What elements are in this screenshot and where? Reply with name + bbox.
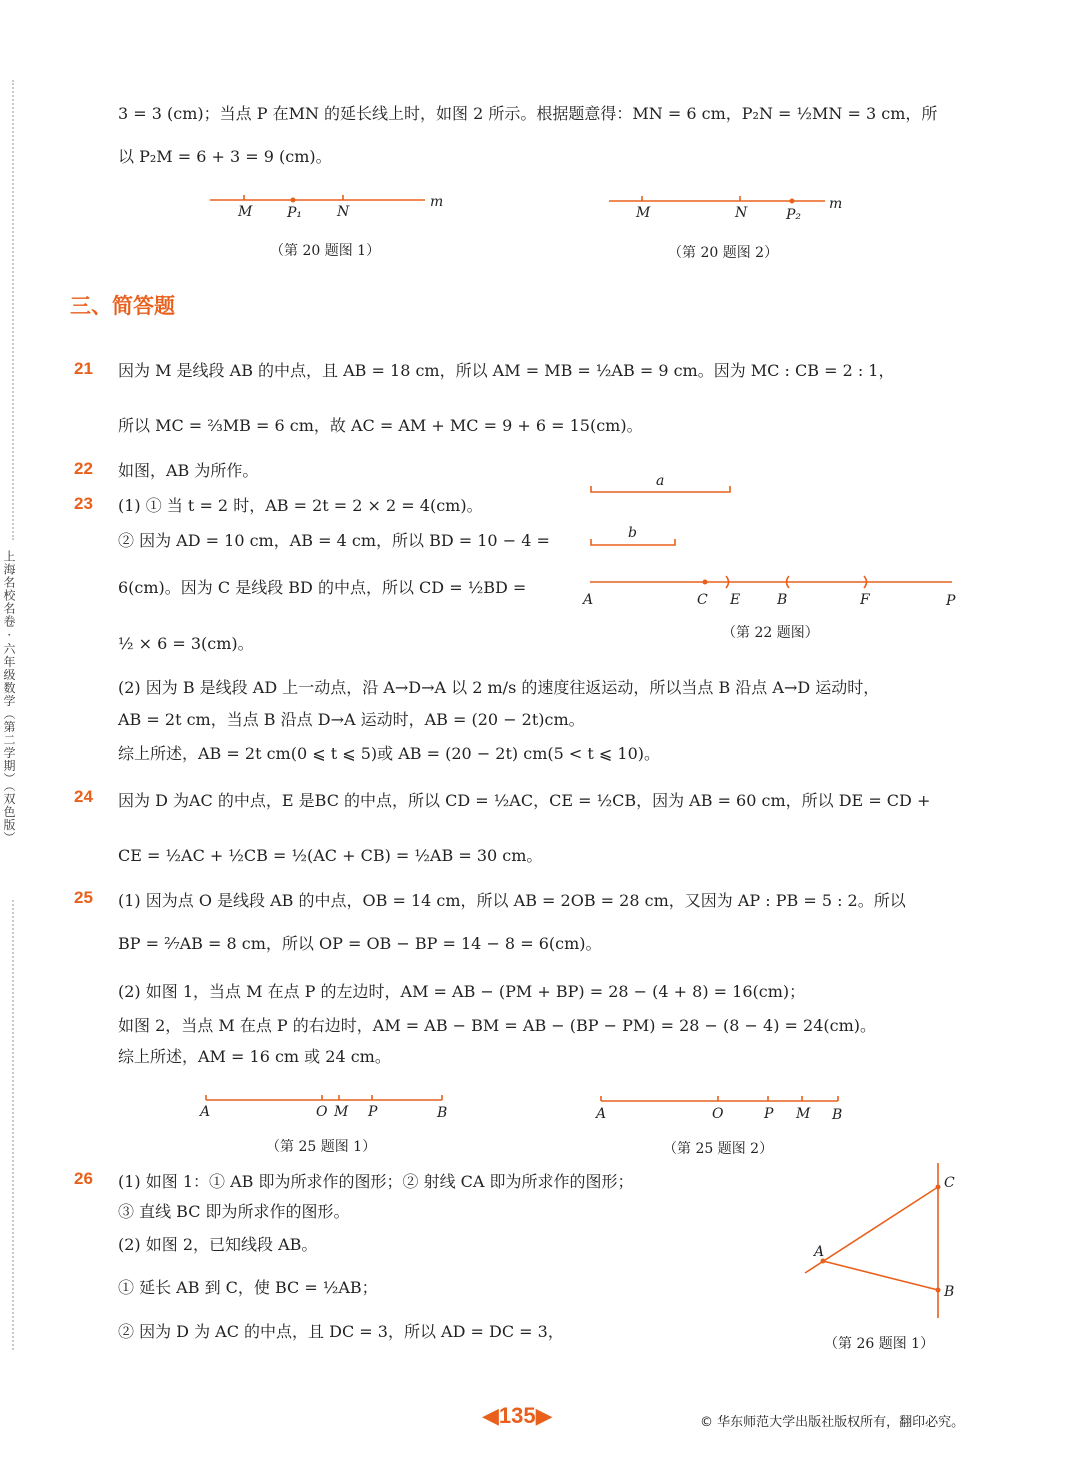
- fig-label: C: [697, 592, 708, 608]
- text-line: 3 = 3 (cm)；当点 P 在MN 的延长线上时，如图 2 所示。根据题意得：MN = 6 cm，P₂N = ½MN = 3 cm，所: [118, 104, 938, 123]
- text-line: (2) 如图 2，已知线段 AB。: [118, 1235, 318, 1254]
- fig-label: P: [764, 1106, 774, 1122]
- fig-label: F: [860, 592, 870, 608]
- text-line: 因为 M 是线段 AB 的中点，且 AB = 18 cm，所以 AM = MB = ½AB = 9 cm。因为 MC : CB = 2 : 1，: [118, 361, 895, 380]
- text-line: (1) 如图 1：① AB 即为所求作的图形；② 射线 CA 即为所求作的图形；: [118, 1172, 634, 1191]
- fig-label: M: [238, 204, 253, 220]
- question-number: 24: [74, 787, 93, 806]
- text-line: (2) 如图 1，当点 M 在点 P 的左边时，AM = AB − (PM + BP) = 28 − (4 + 8) = 16(cm)；: [118, 982, 806, 1001]
- figure-caption: （第 20 题图 2）: [668, 245, 779, 261]
- fig-label: B: [437, 1105, 448, 1121]
- text-line: ③ 直线 BC 即为所求作的图形。: [118, 1202, 350, 1221]
- text-line: (2) 因为 B 是线段 AD 上一动点，沿 A→D→A 以 2 m/s 的速度往返运动，所以当点 B 沿点 A→D 运动时，: [118, 678, 880, 697]
- fig-label: b: [628, 525, 637, 541]
- text-line: 所以 MC = ⅔MB = 6 cm，故 AC = AM + MC = 9 + 6 = 15(cm)。: [118, 416, 643, 435]
- text-line: ② 因为 D 为 AC 的中点，且 DC = 3，所以 AD = DC = 3，: [118, 1322, 564, 1341]
- question-number: 22: [74, 459, 93, 478]
- fig-label: B: [944, 1284, 955, 1300]
- fig26-1-segment-ab: [823, 1261, 938, 1290]
- figure-caption: （第 25 题图 1）: [266, 1139, 377, 1155]
- fig-label: O: [712, 1106, 724, 1122]
- fig-label: a: [656, 473, 665, 489]
- text-line: ② 因为 AD = 10 cm，AB = 4 cm，所以 BD = 10 − 4 =: [118, 531, 550, 550]
- question-number: 23: [74, 494, 93, 513]
- text-line: 如图，AB 为所作。: [118, 461, 259, 480]
- sidebar-book-title: 上海名校名卷 · 六年级数学（第二学期）（双色版）: [2, 550, 16, 845]
- text-line: (1) ① 当 t = 2 时，AB = 2t = 2 × 2 = 4(cm)。: [118, 496, 483, 515]
- text-line: BP = ²⁄₇AB = 8 cm，所以 OP = OB − BP = 14 − 8 = 6(cm)。: [118, 934, 602, 953]
- fig-label: P: [946, 593, 956, 609]
- section-title: 三、简答题: [70, 294, 175, 318]
- fig22-point-c: [703, 580, 708, 585]
- fig-label: E: [730, 592, 741, 608]
- figure-caption: （第 22 题图）: [722, 625, 819, 641]
- fig-label: A: [200, 1104, 211, 1120]
- fig-label: A: [596, 1106, 607, 1122]
- text-line: 因为 D 为AC 的中点，E 是BC 的中点，所以 CD = ½AC，CE = ½CB，因为 AB = 60 cm，所以 DE = CD +: [118, 791, 931, 810]
- fig-label: B: [832, 1107, 843, 1123]
- fig-label: m: [430, 194, 444, 210]
- copyright-notice: © 华东师范大学出版社版权所有，翻印必究。: [700, 1415, 965, 1430]
- text-line: ① 延长 AB 到 C，使 BC = ½AB；: [118, 1278, 378, 1297]
- figure-caption: （第 26 题图 1）: [824, 1336, 935, 1352]
- text-line: 以 P₂M = 6 + 3 = 9 (cm)。: [118, 147, 332, 166]
- question-number: 26: [74, 1169, 93, 1188]
- fig-label: P₁: [287, 205, 303, 221]
- question-number: 25: [74, 888, 93, 907]
- question-number: 21: [74, 359, 93, 378]
- text-line: 如图 2，当点 M 在点 P 的右边时，AM = AB − BM = AB − (BP − PM) = 28 − (8 − 4) = 24(cm)。: [118, 1016, 877, 1035]
- fig-label: N: [735, 205, 748, 221]
- text-line: CE = ½AC + ½CB = ½(AC + CB) = ½AB = 30 cm。: [118, 846, 543, 865]
- figure-caption: （第 20 题图 1）: [270, 243, 381, 259]
- fig20-1-point-p1: [291, 198, 296, 203]
- text-line: ½ × 6 = 3(cm)。: [118, 634, 254, 653]
- fig-label: P₂: [786, 207, 802, 223]
- page-number: ◀135▶: [482, 1403, 553, 1428]
- fig20-2-point-p2: [790, 199, 795, 204]
- fig26-1-point-b: [936, 1288, 941, 1293]
- text-line: (1) 因为点 O 是线段 AB 的中点，OB = 14 cm，所以 AB = 2OB = 28 cm，又因为 AP : PB = 5 : 2。所以: [118, 891, 906, 910]
- fig-label: M: [636, 205, 651, 221]
- fig-label: N: [337, 204, 350, 220]
- fig26-1-point-c: [936, 1185, 941, 1190]
- fig-label: O: [316, 1104, 328, 1120]
- fig-label: P: [368, 1104, 378, 1120]
- fig-label: M: [334, 1104, 349, 1120]
- text-line: 综上所述，AB = 2t cm(0 ⩽ t ⩽ 5)或 AB = (20 − 2t) cm(5 < t ⩽ 10)。: [118, 744, 660, 763]
- text-line: AB = 2t cm，当点 B 沿点 D→A 运动时，AB = (20 − 2t)cm。: [118, 710, 585, 729]
- figure-caption: （第 25 题图 2）: [663, 1141, 774, 1157]
- fig-label: m: [829, 196, 843, 212]
- fig-label: M: [796, 1106, 811, 1122]
- fig-label: A: [583, 592, 594, 608]
- fig-label: C: [944, 1175, 955, 1191]
- text-line: 综上所述，AM = 16 cm 或 24 cm。: [118, 1047, 391, 1066]
- fig-label: B: [777, 592, 788, 608]
- text-line: 6(cm)。因为 C 是线段 BD 的中点，所以 CD = ½BD =: [118, 578, 527, 597]
- page-number-value: 135: [498, 1403, 536, 1428]
- fig-label: A: [814, 1244, 825, 1260]
